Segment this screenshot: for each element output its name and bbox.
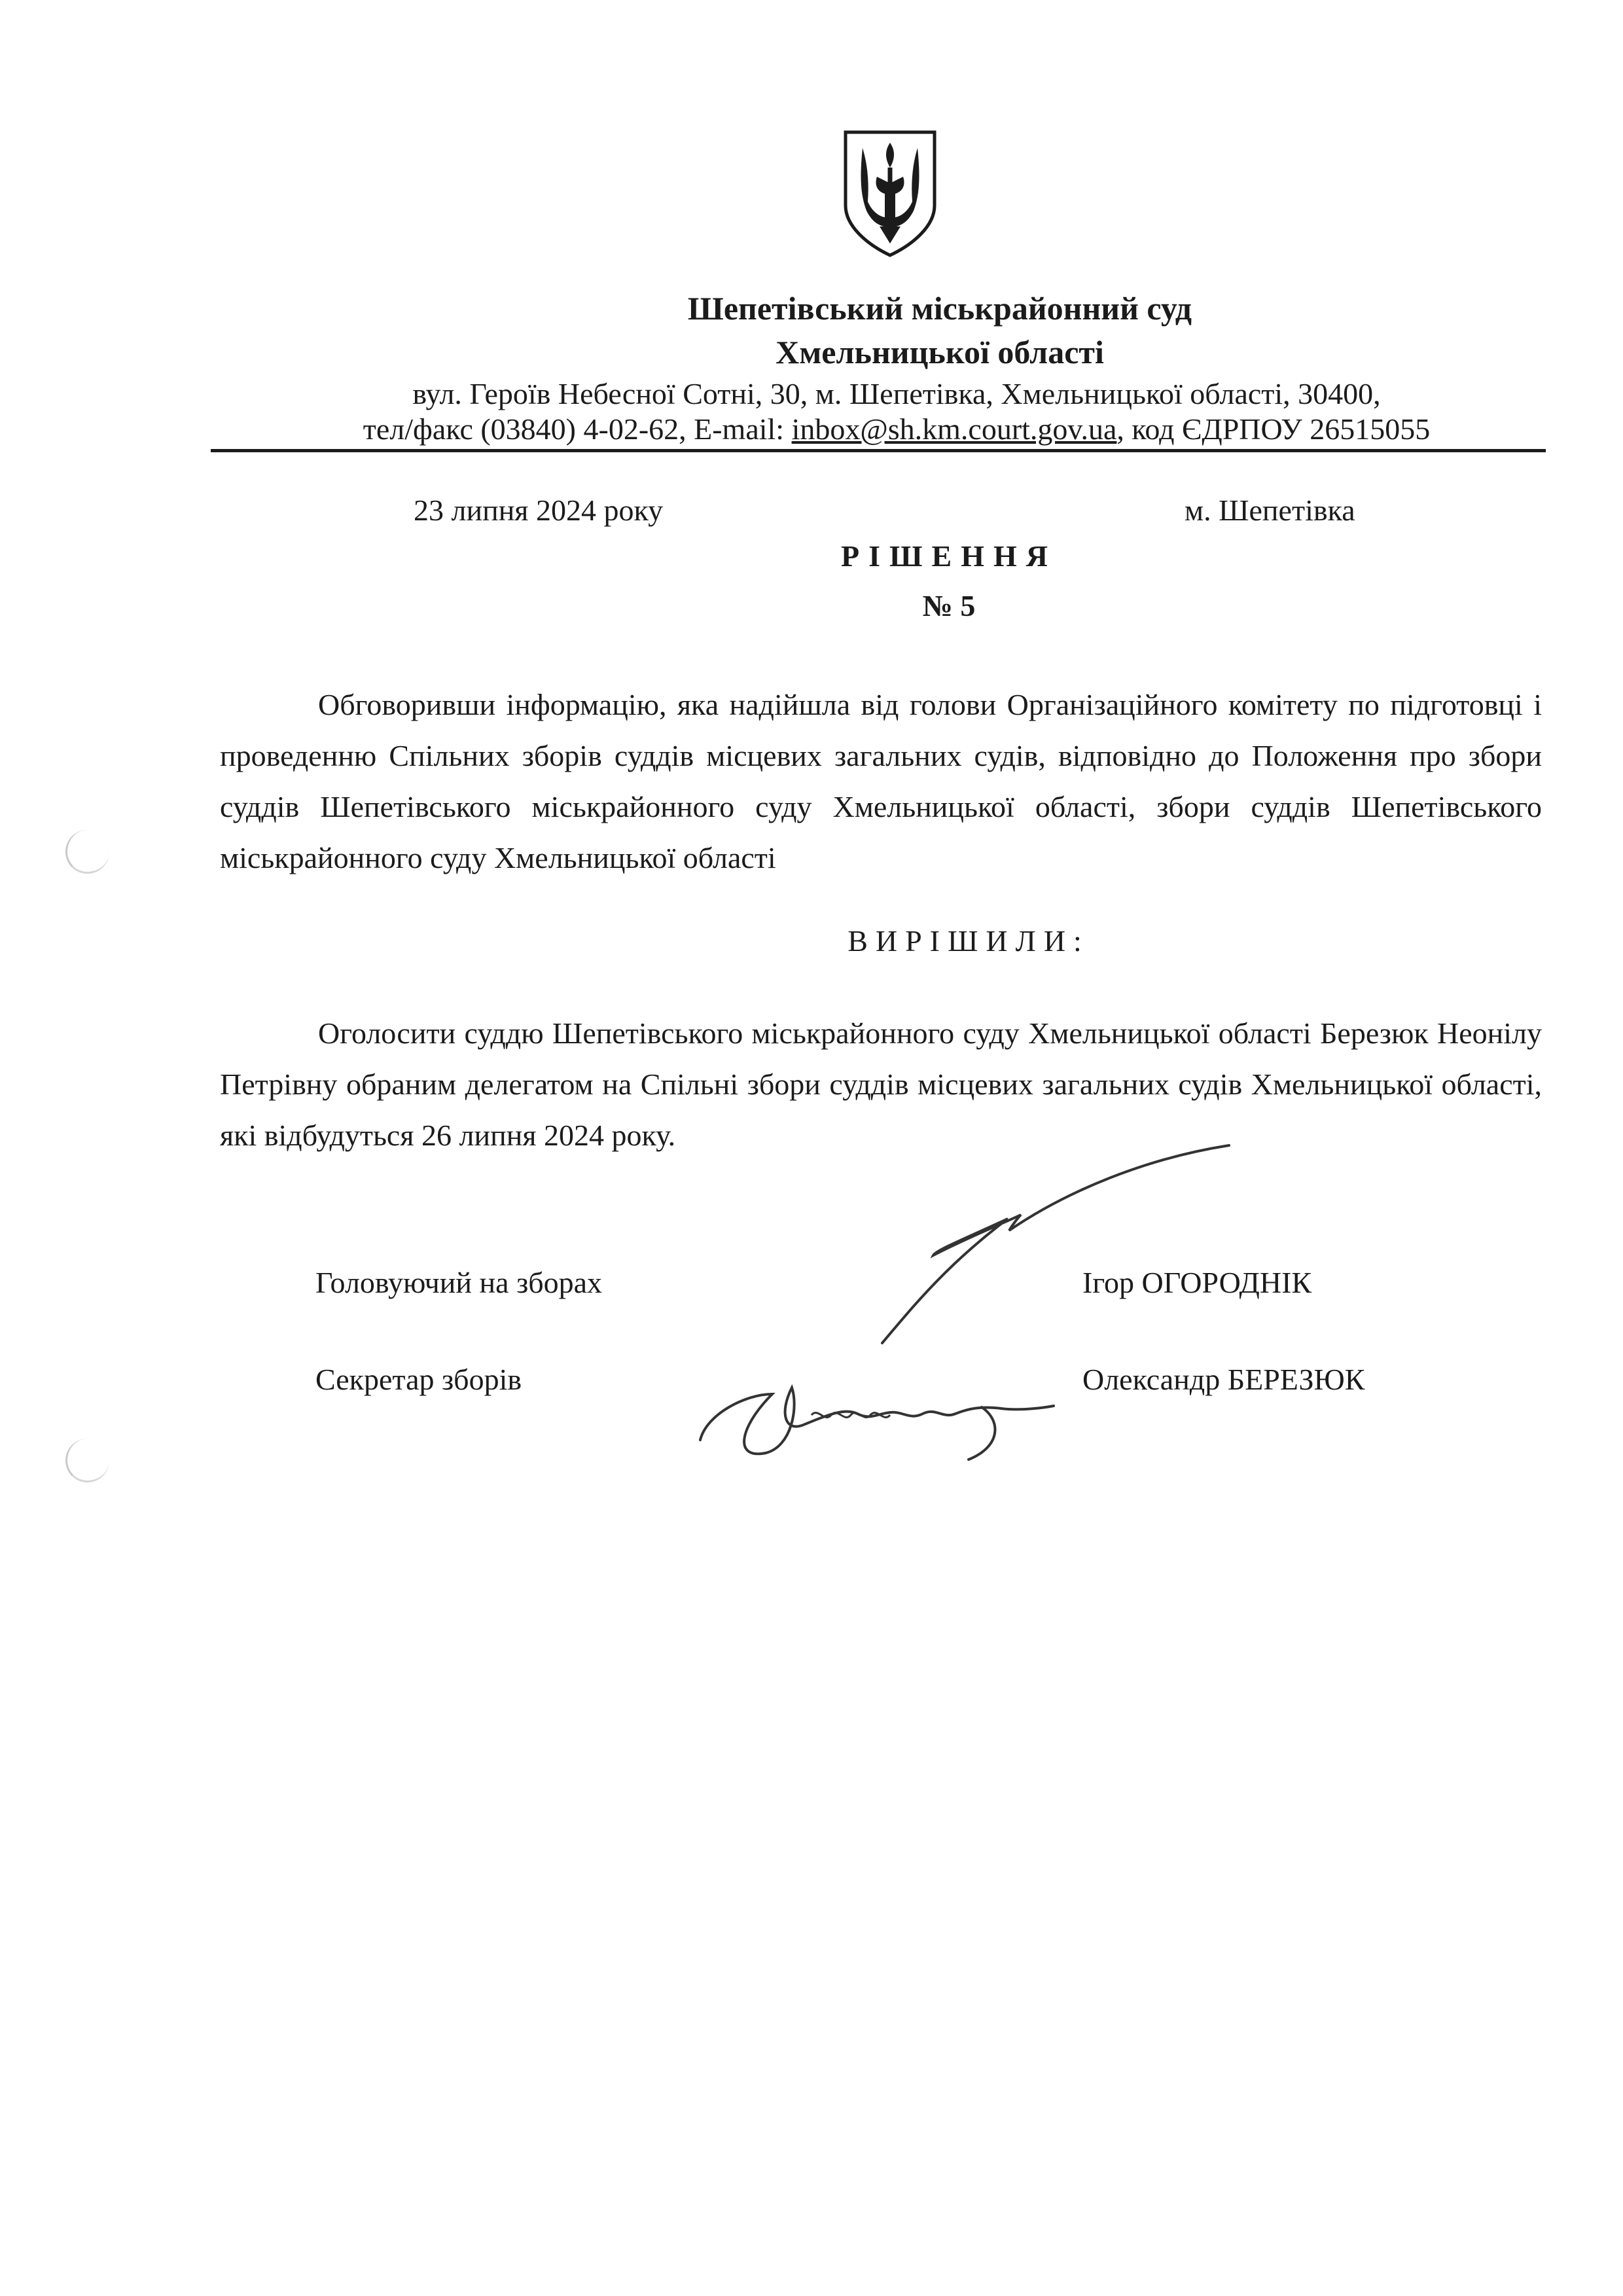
document-title: РІШЕННЯ: [841, 539, 1057, 573]
document-number: № 5: [922, 589, 976, 622]
secretary-signature: [694, 1368, 1060, 1473]
secretary-name: Олександр БЕРЕЗЮК: [1082, 1363, 1365, 1396]
email-link[interactable]: inbox@sh.km.court.gov.ua: [791, 412, 1117, 446]
court-name-line2: Хмельницької області: [776, 334, 1104, 370]
contacts-prefix: тел/факс (03840) 4-02-62, E-mail:: [363, 412, 792, 446]
document-city: м. Шепетівка: [1185, 493, 1355, 527]
court-address: вул. Героїв Небесної Сотні, 30, м. Шепетівка, Хмельницької області, 30400,: [412, 377, 1381, 410]
chair-signature: [870, 1139, 1237, 1348]
chair-name: Ігор ОГОРОДНІК: [1082, 1266, 1312, 1299]
resolved-heading: ВИРІШИЛИ:: [847, 924, 1090, 958]
preamble-paragraph: Обговоривши інформацію, яка надійшла від голови Організаційного комітету по підготовці і проведенню Спільних зборів суддів місцевих загальних судів, відповідно до Положення про збори суддів Шепетівського міськрайонного суду Хмельницької області, збори суддів Шепетівського міськрайонного суду Хмельницької області: [220, 688, 1542, 874]
document-date: 23 липня 2024 року: [414, 493, 664, 527]
trident-emblem-icon: [840, 128, 940, 259]
decision-paragraph: Оголосити суддю Шепетівського міськрайонного суду Хмельницької області Березюк Неонілу Петрівну обраним делегатом на Спільні збори суддів місцевих загальних судів Хмельницької області, які відбудуться 26 липня 2024 року.: [220, 1016, 1542, 1152]
contacts-suffix: , код ЄДРПОУ 26515055: [1116, 412, 1431, 446]
punch-hole-bottom: [65, 1439, 109, 1482]
chair-role: Головуючий на зборах: [315, 1266, 603, 1299]
secretary-role: Секретар зборів: [315, 1363, 522, 1396]
court-contacts: [85, 411, 1623, 448]
court-name-line1: Шепетівський міськрайонний суд: [687, 290, 1192, 327]
header-divider: [211, 449, 1546, 452]
punch-hole-top: [65, 830, 109, 874]
